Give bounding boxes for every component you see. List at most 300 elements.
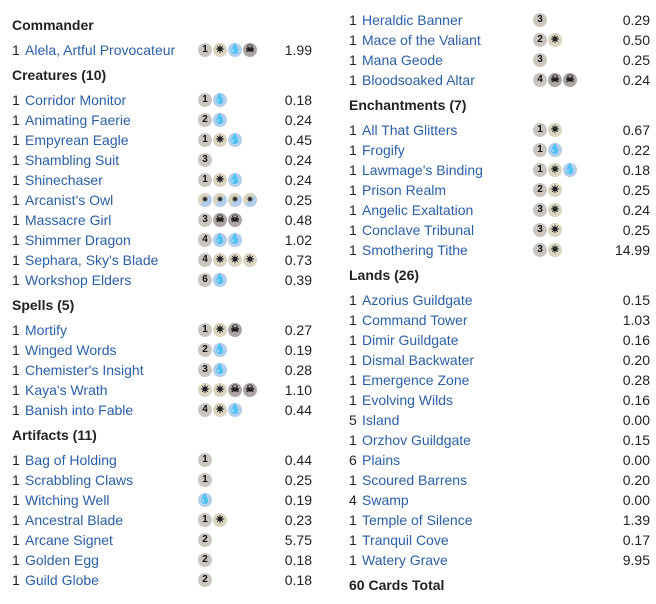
white-mana-icon: ✷ [548,183,562,197]
black-mana-icon: ☠ [228,213,242,227]
card-link-temple-of-silence[interactable]: Temple of Silence [362,512,473,528]
card-row [12,150,318,170]
card-link-ancestral-blade[interactable]: Ancestral Blade [25,512,124,528]
card-quantity: 1 [349,202,357,218]
card-link-shambling-suit[interactable]: Shambling Suit [25,152,120,168]
decklist-left-column [12,0,318,590]
mana-cost [533,143,562,157]
card-price: 0.25 [622,222,650,238]
blue-mana-icon: 💧 [213,94,227,105]
card-row [349,200,656,220]
blue-mana-icon: 💧 [228,234,242,245]
white-mana-icon: ✷ [213,253,227,267]
card-price: 0.23 [284,512,312,528]
card-link-scrabbling-claws[interactable]: Scrabbling Claws [25,472,134,488]
card-price: 0.18 [284,92,312,108]
card-quantity: 1 [12,362,20,378]
card-quantity: 1 [349,162,357,178]
generic-mana-1-icon: 1 [198,43,212,57]
card-quantity: 5 [349,412,357,428]
card-link-lawmage-s-binding[interactable]: Lawmage's Binding [362,162,483,178]
card-price: 0.24 [622,202,650,218]
mana-cost [198,233,242,247]
card-quantity: 1 [12,472,20,488]
mana-cost [198,383,257,397]
card-link-massacre-girl[interactable]: Massacre Girl [25,212,112,228]
card-price: 0.48 [284,212,312,228]
card-row [349,30,656,50]
card-price: 0.16 [622,332,650,348]
mana-cost [198,553,212,567]
blue-mana-icon: 💧 [548,144,562,155]
card-row [12,170,318,190]
card-link-smothering-tithe[interactable]: Smothering Tithe [362,242,468,258]
card-link-witching-well[interactable]: Witching Well [25,492,110,508]
card-price: 0.44 [284,452,312,468]
card-price: 0.25 [622,52,650,68]
card-price: 0.00 [622,492,650,508]
white-mana-icon: ✷ [548,33,562,47]
card-link-island[interactable]: Island [362,412,400,428]
blue-mana-icon: 💧 [228,134,242,145]
card-price: 0.18 [284,552,312,568]
white-mana-icon: ✷ [213,173,227,187]
card-link-arcane-signet[interactable]: Arcane Signet [25,532,113,548]
card-quantity: 1 [12,382,20,398]
card-price: 0.28 [622,372,650,388]
white-mana-icon: ✷ [213,323,227,337]
card-link-workshop-elders[interactable]: Workshop Elders [25,272,132,288]
black-mana-icon: ☠ [228,323,242,337]
card-price: 0.00 [622,412,650,428]
card-row [349,510,656,530]
section-title-creatures-10: Creatures (10) [12,67,107,83]
card-price: 0.25 [284,472,312,488]
card-quantity: 1 [12,212,20,228]
card-price: 9.95 [622,552,650,568]
card-row [349,470,656,490]
mana-cost [533,13,547,27]
mana-cost [533,163,577,177]
white-mana-icon: ✷ [213,403,227,417]
card-quantity: 1 [12,452,20,468]
generic-mana-1-icon: 1 [198,513,212,527]
card-row [349,120,656,140]
card-row [12,90,318,110]
card-quantity: 1 [349,392,357,408]
card-quantity: 1 [349,332,357,348]
card-row [12,360,318,380]
card-quantity: 1 [12,112,20,128]
hybrid-white-blue-mana-icon: ✷ [243,193,257,207]
card-link-watery-grave[interactable]: Watery Grave [362,552,448,568]
card-link-mace-of-the-valiant[interactable]: Mace of the Valiant [362,32,481,48]
card-link-prison-realm[interactable]: Prison Realm [362,182,447,198]
generic-mana-4-icon: 4 [198,233,212,247]
card-link-scoured-barrens[interactable]: Scoured Barrens [362,472,468,488]
card-price: 5.75 [284,532,312,548]
card-price: 0.25 [622,182,650,198]
card-price: 1.10 [284,382,312,398]
hybrid-white-blue-mana-icon: ✷ [198,193,212,207]
card-price: 1.02 [284,232,312,248]
white-mana-icon: ✷ [213,513,227,527]
mana-cost [198,473,212,487]
mana-cost [533,73,577,87]
card-price: 0.25 [284,192,312,208]
card-link-golden-egg[interactable]: Golden Egg [25,552,99,568]
blue-mana-icon: 💧 [213,114,227,125]
mana-cost [198,573,212,587]
generic-mana-1-icon: 1 [198,93,212,107]
black-mana-icon: ☠ [228,383,242,397]
card-row [349,410,656,430]
right-sections [349,0,656,570]
card-price: 0.24 [622,72,650,88]
card-link-mortify[interactable]: Mortify [25,322,67,338]
blue-mana-icon: 💧 [213,234,227,245]
card-price: 0.17 [622,532,650,548]
card-link-kaya-s-wrath[interactable]: Kaya's Wrath [25,382,108,398]
mana-cost [198,133,242,147]
card-row [12,210,318,230]
card-row [12,320,318,340]
card-price: 0.39 [284,272,312,288]
card-quantity: 1 [12,572,20,588]
card-row [349,70,656,90]
card-link-evolving-wilds[interactable]: Evolving Wilds [362,392,454,408]
card-quantity: 1 [12,402,20,418]
generic-mana-3-icon: 3 [533,53,547,67]
mana-cost [533,183,562,197]
generic-mana-4-icon: 4 [533,73,547,87]
card-link-dismal-backwater[interactable]: Dismal Backwater [362,352,475,368]
generic-mana-2-icon: 2 [198,343,212,357]
card-row [12,510,318,530]
generic-mana-1-icon: 1 [198,323,212,337]
mana-cost [198,153,212,167]
mana-cost [533,203,562,217]
card-link-shimmer-dragon[interactable]: Shimmer Dragon [25,232,131,248]
card-row [12,400,318,420]
section-title-commander: Commander [12,17,94,33]
card-quantity: 1 [349,352,357,368]
card-link-winged-words[interactable]: Winged Words [25,342,117,358]
card-quantity: 1 [12,172,20,188]
card-quantity: 1 [349,122,357,138]
card-row [349,430,656,450]
generic-mana-6-icon: 6 [198,273,212,287]
white-mana-icon: ✷ [213,383,227,397]
black-mana-icon: ☠ [243,43,257,57]
generic-mana-3-icon: 3 [198,153,212,167]
card-link-conclave-tribunal[interactable]: Conclave Tribunal [362,222,475,238]
generic-mana-2-icon: 2 [533,183,547,197]
black-mana-icon: ☠ [548,73,562,87]
white-mana-icon: ✷ [548,203,562,217]
blue-mana-icon: 💧 [213,274,227,285]
mana-cost [533,243,562,257]
card-link-azorius-guildgate[interactable]: Azorius Guildgate [362,292,473,308]
generic-mana-3-icon: 3 [533,223,547,237]
blue-mana-icon: 💧 [563,164,577,175]
generic-mana-2-icon: 2 [198,573,212,587]
card-price: 0.19 [284,492,312,508]
card-price: 0.20 [622,352,650,368]
card-row [349,10,656,30]
black-mana-icon: ☠ [563,73,577,87]
generic-mana-2-icon: 2 [198,533,212,547]
card-row [12,340,318,360]
card-link-emergence-zone[interactable]: Emergence Zone [362,372,470,388]
card-row [12,530,318,550]
card-link-bag-of-holding[interactable]: Bag of Holding [25,452,117,468]
card-link-dimir-guildgate[interactable]: Dimir Guildgate [362,332,459,348]
mana-cost [198,493,212,507]
card-row [349,290,656,310]
generic-mana-1-icon: 1 [198,473,212,487]
white-mana-icon: ✷ [198,383,212,397]
mana-cost [198,113,227,127]
card-link-shinechaser[interactable]: Shinechaser [25,172,103,188]
card-quantity: 1 [349,432,357,448]
card-quantity: 1 [349,52,357,68]
mana-cost [533,223,562,237]
mana-cost [533,33,562,47]
card-link-animating-faerie[interactable]: Animating Faerie [25,112,131,128]
card-quantity: 1 [12,252,20,268]
white-mana-icon: ✷ [548,223,562,237]
mana-cost [533,123,562,137]
card-price: 0.45 [284,132,312,148]
card-row [12,230,318,250]
card-row [349,240,656,260]
mana-cost [198,453,212,467]
card-link-command-tower[interactable]: Command Tower [362,312,468,328]
card-price: 0.16 [622,392,650,408]
generic-mana-1-icon: 1 [533,123,547,137]
mana-cost [198,343,227,357]
card-link-guild-globe[interactable]: Guild Globe [25,572,99,588]
card-quantity: 1 [12,512,20,528]
card-row [12,110,318,130]
card-quantity: 4 [349,492,357,508]
card-link-swamp[interactable]: Swamp [362,492,409,508]
card-row [349,50,656,70]
card-price: 1.39 [622,512,650,528]
card-link-mana-geode[interactable]: Mana Geode [362,52,443,68]
card-price: 0.28 [284,362,312,378]
card-row [349,370,656,390]
generic-mana-2-icon: 2 [198,553,212,567]
card-price: 0.18 [622,162,650,178]
card-quantity: 1 [349,32,357,48]
generic-mana-1-icon: 1 [198,453,212,467]
card-row [349,180,656,200]
card-quantity: 6 [349,452,357,468]
card-quantity: 1 [349,222,357,238]
generic-mana-1-icon: 1 [198,133,212,147]
card-quantity: 1 [349,512,357,528]
generic-mana-3-icon: 3 [198,213,212,227]
card-row [12,450,318,470]
card-quantity: 1 [349,12,357,28]
blue-mana-icon: 💧 [228,404,242,415]
mana-cost [198,193,257,207]
mana-cost [198,273,227,287]
generic-mana-3-icon: 3 [198,363,212,377]
card-price: 0.73 [284,252,312,268]
card-price: 0.24 [284,172,312,188]
card-price: 0.15 [622,432,650,448]
mana-cost [198,323,242,337]
card-link-heraldic-banner[interactable]: Heraldic Banner [362,12,463,28]
card-quantity: 1 [12,532,20,548]
card-quantity: 1 [349,242,357,258]
card-quantity: 1 [349,472,357,488]
card-quantity: 1 [349,182,357,198]
mana-cost [198,253,257,267]
card-link-sephara-sky-s-blade[interactable]: Sephara, Sky's Blade [25,252,159,268]
generic-mana-1-icon: 1 [533,143,547,157]
card-link-plains[interactable]: Plains [362,452,401,468]
card-row [349,160,656,180]
card-link-empyrean-eagle[interactable]: Empyrean Eagle [25,132,129,148]
mana-cost [198,403,242,417]
generic-mana-4-icon: 4 [198,253,212,267]
mana-cost [198,93,227,107]
card-quantity: 1 [349,372,357,388]
card-price: 0.29 [622,12,650,28]
card-quantity: 1 [12,272,20,288]
card-link-frogify[interactable]: Frogify [362,142,405,158]
card-price: 0.24 [284,152,312,168]
card-row [12,130,318,150]
mana-cost [198,213,242,227]
card-link-banish-into-fable[interactable]: Banish into Fable [25,402,134,418]
generic-mana-1-icon: 1 [533,163,547,177]
card-quantity: 1 [12,42,20,58]
black-mana-icon: ☠ [213,213,227,227]
generic-mana-2-icon: 2 [533,33,547,47]
white-mana-icon: ✷ [213,133,227,147]
card-row [349,220,656,240]
card-quantity: 1 [12,152,20,168]
card-quantity: 1 [12,322,20,338]
card-price: 0.20 [622,472,650,488]
white-mana-icon: ✷ [243,253,257,267]
hybrid-white-blue-mana-icon: ✷ [228,193,242,207]
white-mana-icon: ✷ [548,163,562,177]
card-quantity: 1 [12,232,20,248]
card-price: 1.03 [622,312,650,328]
blue-mana-icon: 💧 [213,364,227,375]
card-row [349,350,656,370]
card-quantity: 1 [12,552,20,568]
mana-cost [198,533,212,547]
card-link-corridor-monitor[interactable]: Corridor Monitor [25,92,127,108]
card-row [12,490,318,510]
card-price: 1.99 [284,42,312,58]
white-mana-icon: ✷ [548,243,562,257]
card-link-angelic-exaltation[interactable]: Angelic Exaltation [362,202,474,218]
card-quantity: 1 [349,532,357,548]
card-price: 0.27 [284,322,312,338]
section-title-spells-5: Spells (5) [12,297,75,313]
mana-cost [198,43,257,57]
card-link-bloodsoaked-altar[interactable]: Bloodsoaked Altar [362,72,475,88]
card-quantity: 1 [12,492,20,508]
card-price: 14.99 [614,242,650,258]
card-row [12,270,318,290]
section-title-enchantments-7: Enchantments (7) [349,97,467,113]
white-mana-icon: ✷ [228,253,242,267]
blue-mana-icon: 💧 [228,174,242,185]
card-price: 0.44 [284,402,312,418]
card-price: 0.15 [622,292,650,308]
card-row [12,550,318,570]
generic-mana-3-icon: 3 [533,203,547,217]
section-title-artifacts-11: Artifacts (11) [12,427,97,443]
card-quantity: 1 [12,132,20,148]
card-quantity: 1 [349,292,357,308]
generic-mana-2-icon: 2 [198,113,212,127]
mana-cost [198,173,242,187]
decklist-right-column [349,0,656,595]
white-mana-icon: ✷ [548,123,562,137]
card-row [12,40,318,60]
card-price: 0.19 [284,342,312,358]
mana-cost [198,513,227,527]
card-row [12,570,318,590]
card-quantity: 1 [12,342,20,358]
card-row [349,310,656,330]
deck-total: 60 Cards Total [349,577,445,593]
card-price: 0.18 [284,572,312,588]
card-link-all-that-glitters[interactable]: All That Glitters [362,122,458,138]
card-price: 0.22 [622,142,650,158]
card-quantity: 1 [12,192,20,208]
mana-cost [198,363,227,377]
card-row [349,550,656,570]
generic-mana-4-icon: 4 [198,403,212,417]
card-row [349,530,656,550]
card-quantity: 1 [349,552,357,568]
card-link-chemister-s-insight[interactable]: Chemister's Insight [25,362,144,378]
generic-mana-3-icon: 3 [533,13,547,27]
card-link-orzhov-guildgate[interactable]: Orzhov Guildgate [362,432,471,448]
card-row [12,380,318,400]
card-row [12,250,318,270]
section-title-lands-26: Lands (26) [349,267,420,283]
card-quantity: 1 [12,92,20,108]
card-row [349,450,656,470]
card-row [12,470,318,490]
white-mana-icon: ✷ [213,43,227,57]
card-row [349,330,656,350]
card-link-tranquil-cove[interactable]: Tranquil Cove [362,532,449,548]
card-price: 0.00 [622,452,650,468]
blue-mana-icon: 💧 [213,344,227,355]
card-quantity: 1 [349,312,357,328]
mana-cost [533,53,547,67]
card-link-arcanist-s-owl[interactable]: Arcanist's Owl [25,192,114,208]
card-price: 0.24 [284,112,312,128]
card-link-alela-artful-provocateur[interactable]: Alela, Artful Provocateur [25,42,176,58]
card-row [349,140,656,160]
hybrid-white-blue-mana-icon: ✷ [213,193,227,207]
card-quantity: 1 [349,72,357,88]
